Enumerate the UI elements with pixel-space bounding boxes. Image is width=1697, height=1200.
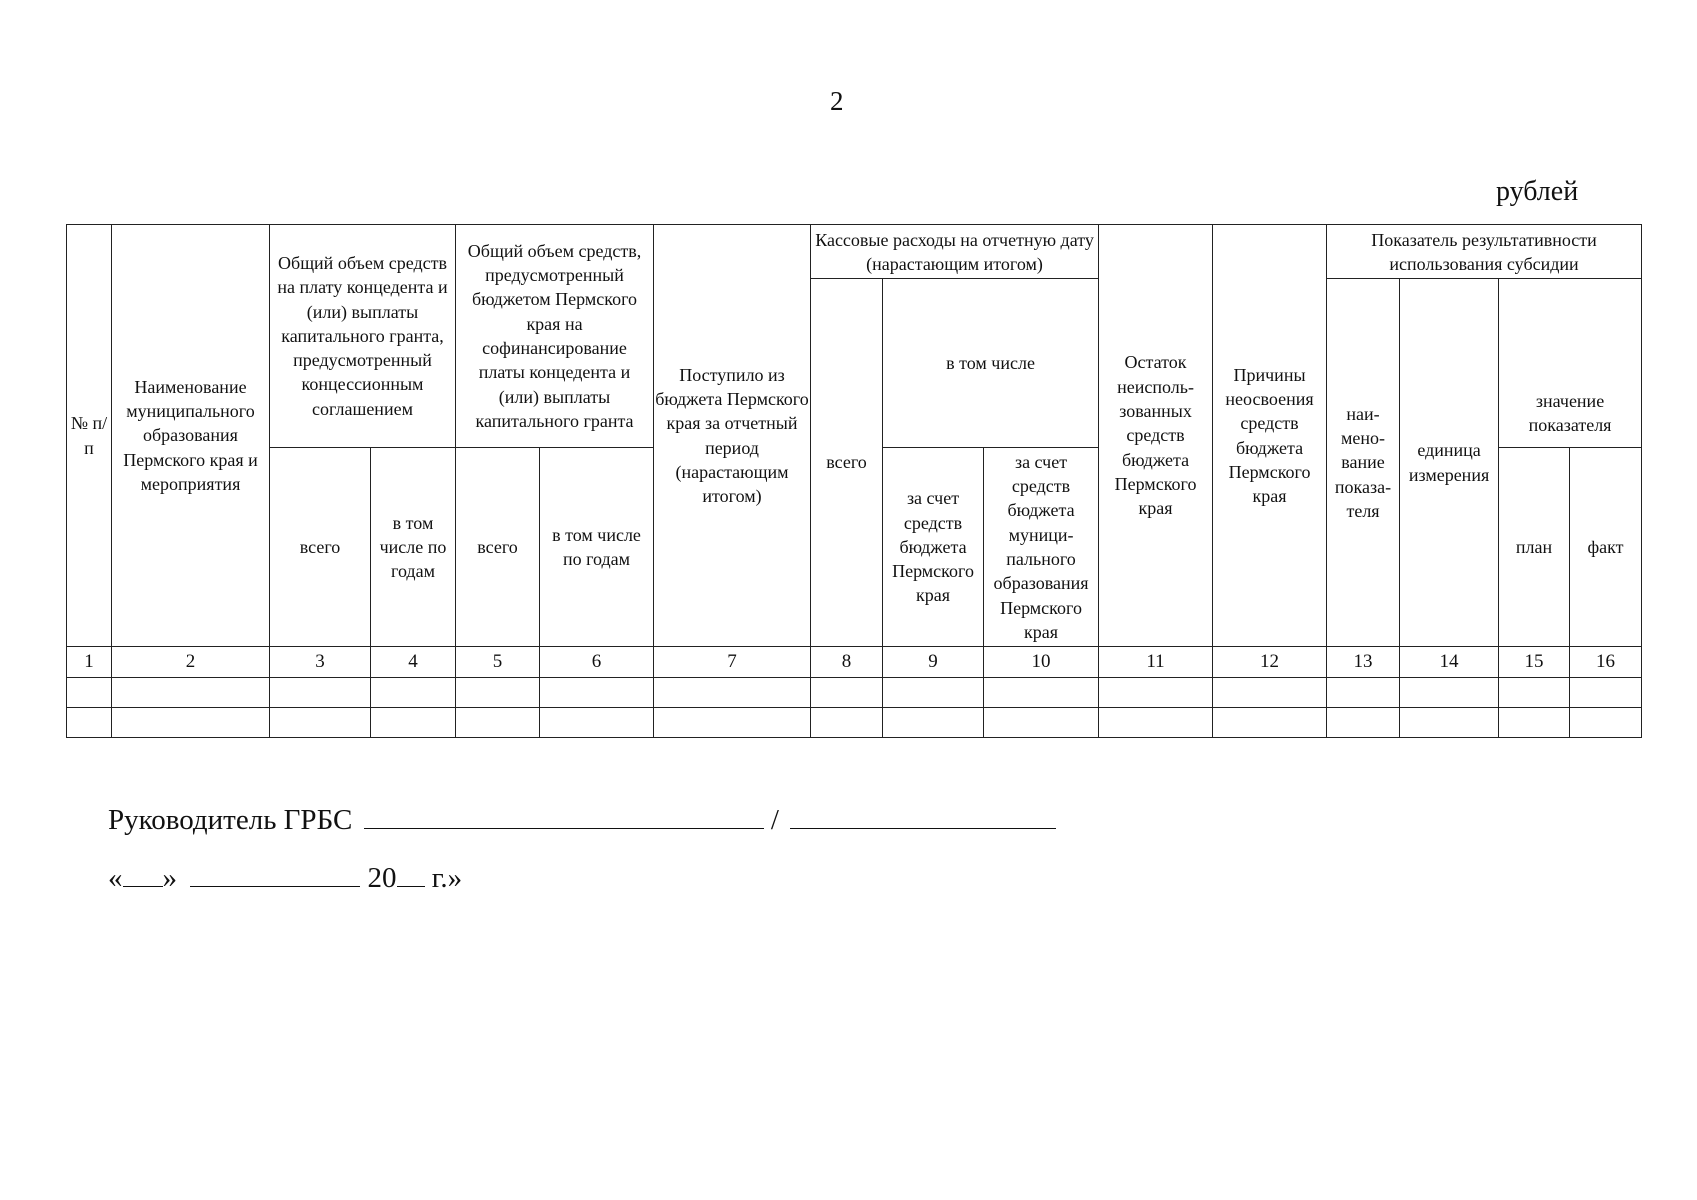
table-cell (1213, 678, 1327, 708)
header-no: № п/п (67, 225, 112, 647)
header-cash-total: всего (811, 279, 883, 647)
column-number: 14 (1400, 647, 1499, 678)
year-suffix: г.» (431, 862, 463, 894)
table-cell (1400, 678, 1499, 708)
column-number: 16 (1570, 647, 1642, 678)
header-reasons: Причины неосвоения средств бюджета Пермского края (1213, 225, 1327, 647)
header-cash-municipal: за счет средств бюджета муници-пального образования Пермского края (984, 448, 1099, 647)
year-blank[interactable] (397, 860, 425, 887)
report-table (66, 224, 1642, 738)
table-cell (1213, 708, 1327, 738)
header-unit: единица измерения (1400, 279, 1499, 647)
table-cell (1099, 708, 1213, 738)
header-plan: план (1499, 448, 1570, 647)
header-name: Наименование муниципального образования Пермского края и мероприятия (112, 225, 270, 647)
column-number: 13 (1327, 647, 1400, 678)
table-cell (540, 708, 654, 738)
column-number: 9 (883, 647, 984, 678)
table-row (67, 708, 1642, 738)
column-number: 7 (654, 647, 811, 678)
column-number: 1 (67, 647, 112, 678)
date-close-quote: » (162, 862, 177, 894)
column-number: 6 (540, 647, 654, 678)
header-remainder: Остаток неисполь-зованных средств бюджета Пермского края (1099, 225, 1213, 647)
table-cell (883, 678, 984, 708)
table-cell (1499, 708, 1570, 738)
header-budget-total: всего (456, 448, 540, 647)
table-cell (371, 708, 456, 738)
name-blank[interactable] (790, 802, 1056, 829)
header-indicator-name: наи-мено-вание показа-теля (1327, 279, 1400, 647)
table-cell (984, 678, 1099, 708)
header-cash-including: в том числе (883, 279, 1099, 448)
column-number: 8 (811, 647, 883, 678)
table-cell (112, 678, 270, 708)
table-cell (984, 708, 1099, 738)
column-number: 10 (984, 647, 1099, 678)
table-cell (811, 678, 883, 708)
date-open-quote: « (108, 862, 123, 894)
column-number: 5 (456, 647, 540, 678)
table-cell (1099, 678, 1213, 708)
table-cell (270, 708, 371, 738)
column-number: 12 (1213, 647, 1327, 678)
table-cell (540, 678, 654, 708)
signature-separator: / (770, 804, 779, 836)
table-cell (67, 708, 112, 738)
table-row (67, 678, 1642, 708)
units-label: рублей (1496, 176, 1579, 207)
header-grant-total: всего (270, 448, 371, 647)
table-cell (654, 708, 811, 738)
table-cell (1327, 708, 1400, 738)
header-cash-regional: за счет средств бюджета Пермского края (883, 448, 984, 647)
table-cell (371, 678, 456, 708)
table-cell (1400, 708, 1499, 738)
month-blank[interactable] (190, 860, 360, 887)
header-grant-by-years: в том числе по годам (371, 448, 456, 647)
signature-line (108, 802, 1056, 837)
header-indicator: Показатель результативности использования субсидии (1327, 225, 1642, 279)
table-cell (1570, 678, 1642, 708)
column-numbers-row (67, 647, 1642, 678)
column-number: 11 (1099, 647, 1213, 678)
column-number: 4 (371, 647, 456, 678)
page-number: 2 (830, 86, 844, 116)
table-cell (456, 708, 540, 738)
header-total-grant: Общий объем средств на плату концедента и (или) выплаты капитального гранта, предусмотренный концессионным соглашением (270, 225, 456, 448)
table-cell (811, 708, 883, 738)
column-number: 2 (112, 647, 270, 678)
signature-blank[interactable] (364, 802, 764, 829)
column-number: 3 (270, 647, 371, 678)
year-prefix: 20 (367, 862, 397, 894)
signature-label: Руководитель ГРБС (108, 804, 353, 836)
header-received: Поступило из бюджета Пермского края за отчетный период (нарастающим итогом) (654, 225, 811, 647)
header-cash-expenses: Кассовые расходы на отчетную дату (нарастающим итогом) (811, 225, 1099, 279)
table-cell (1570, 708, 1642, 738)
table-cell (883, 708, 984, 738)
table-cell (654, 678, 811, 708)
date-line (108, 860, 462, 895)
column-number: 15 (1499, 647, 1570, 678)
header-indicator-value: значение показателя (1499, 279, 1642, 448)
header-fact: факт (1570, 448, 1642, 647)
day-blank[interactable] (123, 860, 163, 887)
table-cell (112, 708, 270, 738)
table-cell (1499, 678, 1570, 708)
table-cell (1327, 678, 1400, 708)
table-cell (456, 678, 540, 708)
header-budget-by-years: в том числе по годам (540, 448, 654, 647)
header-total-budget: Общий объем средств, предусмотренный бюджетом Пермского края на софинансирование платы концедента и (или) выплаты капитального гранта (456, 225, 654, 448)
table-cell (270, 678, 371, 708)
table-cell (67, 678, 112, 708)
